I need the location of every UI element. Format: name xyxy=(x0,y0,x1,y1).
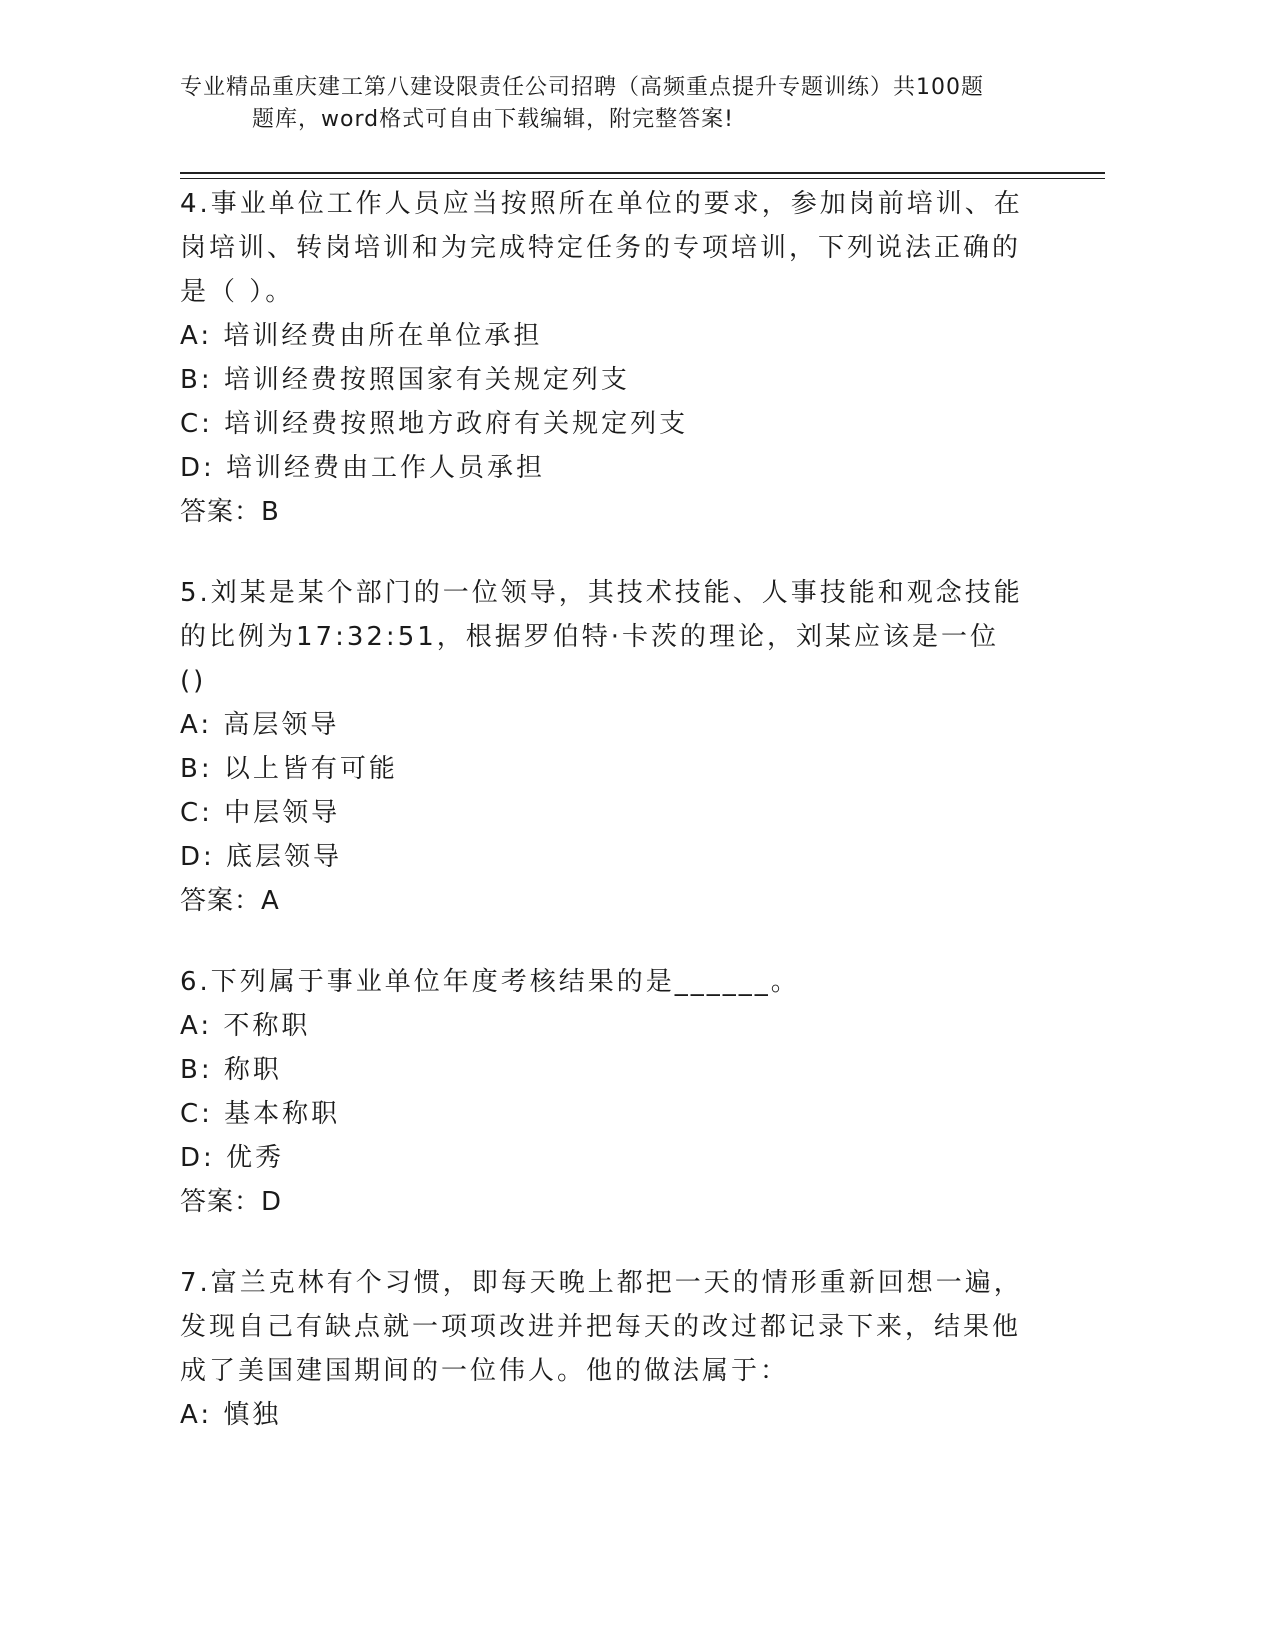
answer-value: A xyxy=(261,886,280,916)
option-c: C: 基本称职 xyxy=(180,1099,341,1129)
option-c: C: 培训经费按照地方政府有关规定列支 xyxy=(180,409,689,439)
answer-line xyxy=(180,1180,1025,1224)
document-header xyxy=(180,72,1060,136)
question-text: 7.富兰克林有个习惯，即每天晚上都把一天的情形重新回想一遍，发现自己有缺点就一项项改进并把每天的改过都记录下来，结果他成了美国建国期间的一位伟人。他的做法属于： xyxy=(180,1268,1023,1386)
option-d: D: 优秀 xyxy=(180,1143,285,1173)
header-line-2: 题库，word格式可自由下载编辑，附完整答案! xyxy=(252,107,734,132)
answer-line xyxy=(180,879,1025,923)
option-b: B: 培训经费按照国家有关规定列支 xyxy=(180,365,630,395)
header-rule-thick xyxy=(180,172,1105,174)
header-rule-thin xyxy=(180,178,1105,179)
option-d: D: 培训经费由工作人员承担 xyxy=(180,453,546,483)
answer-value: B xyxy=(261,497,280,527)
question-text: 6.下列属于事业单位年度考核结果的是______。 xyxy=(180,967,800,997)
answer-line xyxy=(180,490,1025,534)
question-text: 4.事业单位工作人员应当按照所在单位的要求，参加岗前培训、在岗培训、转岗培训和为完成特定任务的专项培训，下列说法正确的是（ ）。 xyxy=(180,189,1023,307)
question-6 xyxy=(180,960,1025,1224)
question-text: 5.刘某是某个部门的一位领导，其技术技能、人事技能和观念技能的比例为17:32:51，根据罗伯特·卡茨的理论，刘某应该是一位() xyxy=(180,578,1023,696)
option-a: A: 培训经费由所在单位承担 xyxy=(180,321,543,351)
option-b: B: 以上皆有可能 xyxy=(180,754,398,784)
question-7 xyxy=(180,1261,1025,1437)
question-5 xyxy=(180,571,1025,923)
answer-value: D xyxy=(261,1187,283,1217)
option-a: A: 慎独 xyxy=(180,1400,282,1430)
answer-label: 答案： xyxy=(180,886,262,916)
option-d: D: 底层领导 xyxy=(180,842,343,872)
answer-label: 答案： xyxy=(180,497,262,527)
option-a: A: 高层领导 xyxy=(180,710,340,740)
option-a: A: 不称职 xyxy=(180,1011,311,1041)
question-list xyxy=(180,182,1025,1474)
answer-label: 答案： xyxy=(180,1187,262,1217)
header-line-1: 专业精品重庆建工第八建设限责任公司招聘（高频重点提升专题训练）共100题 xyxy=(180,75,984,100)
question-4 xyxy=(180,182,1025,534)
option-b: B: 称职 xyxy=(180,1055,282,1085)
option-c: C: 中层领导 xyxy=(180,798,341,828)
